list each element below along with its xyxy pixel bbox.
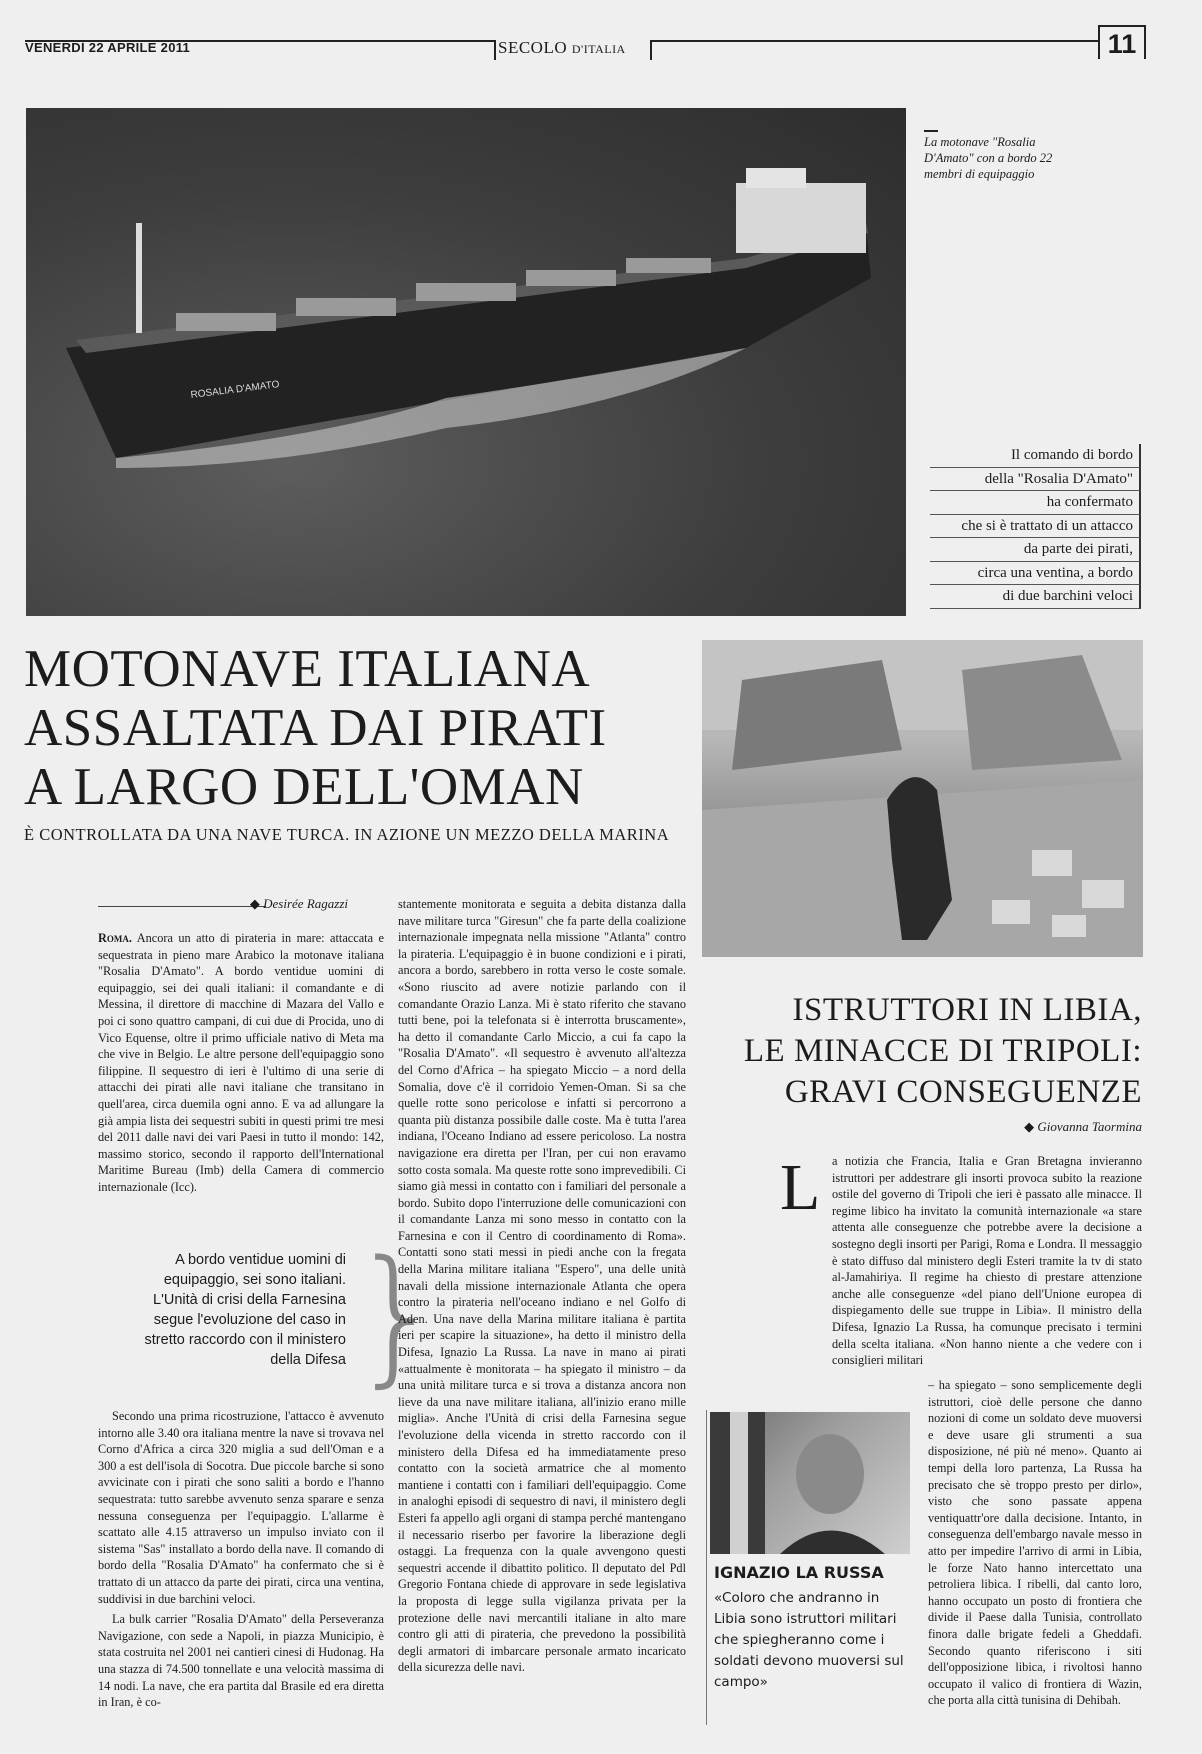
dateline: Roma. [98, 931, 132, 945]
drop-cap: L [780, 1151, 821, 1224]
byline-main-name: Desirée Ragazzi [263, 896, 348, 911]
main-headline [24, 640, 684, 817]
pull-quote-line: che si è trattato di un attacco [930, 515, 1141, 539]
person-photo [710, 1412, 910, 1554]
quote-person-name: IGNAZIO LA RUSSA [714, 1563, 884, 1582]
main-article-col1-lower [98, 1408, 384, 1715]
pull-quote-brace: } [350, 1229, 445, 1401]
ship-illustration [26, 108, 906, 616]
headline-line: LE MINACCE DI TRIPOLI: [743, 1033, 1142, 1069]
pull-quote-line: da parte dei pirati, [930, 538, 1141, 562]
pull-quote-line: di due barchini veloci [930, 585, 1141, 609]
header-divider-right [650, 40, 652, 60]
newspaper-name [498, 38, 626, 58]
byline-second: ◆ Giovanna Taormina [1024, 1119, 1142, 1134]
headline-line: A LARGO DELL'OMAN [24, 758, 584, 816]
header-divider-left [494, 40, 496, 60]
rubble-illustration [702, 640, 1143, 957]
headline-line: GRAVI CONSEGUENZE [784, 1074, 1142, 1110]
main-subheadline: È CONTROLLATA DA UNA NAVE TURCA. IN AZIONE UN MEZZO DELLA MARINA [24, 825, 670, 844]
headline-line: MOTONAVE ITALIANA [24, 640, 591, 698]
article-paragraph: La bulk carrier "Rosalia D'Amato" della Perseveranza Navigazione, con sede a Napoli, in piazza Municipio, è stata costruita nel 2001 nei cantieri cinesi di Hudonag. Ha una stazza di 74.500 tonnellate e una velocità massima di 14 nodi. La nave, che era partita dal Brasile ed era diretta in Iran, è co- [98, 1612, 384, 1710]
issue-date: VENERDÌ 22 APRILE 2011 [25, 40, 191, 55]
pull-quote-line: circa una ventina, a bordo [930, 562, 1141, 586]
article-paragraph [98, 930, 384, 1196]
byline-second-name: Giovanna Taormina [1037, 1119, 1142, 1134]
second-headline [702, 990, 1142, 1113]
quote-text: «Coloro che andranno in Libia sono istruttori militari che spiegheranno come i soldati devono muoversi sul campo» [714, 1590, 904, 1690]
newspaper-name-main: SECOLO [498, 38, 568, 57]
article-paragraph: stantemente monitorata e seguita a debita distanza dalla nave militare turca "Giresun" che fa parte della coalizione internazionale impegnata nella missione "Atlanta" contro la pirateria. L'equipaggio è in buone condizioni e i pirati, ancora a bordo, sarebbero in rotta verso le coste somale. «Sono riuscito ad avere notizie parlando con il comandante Orazio Lanza. Mi è stato riferito che stavano tutti bene, poi la telefonata si è interrotta bruscamente», ha detto il comandante Carlo Miccio, a cui fa capo la "Rosalia D'Amato". «Il sequestro è avvenuto all'altezza del Corno d'Africa – ha spiegato Miccio – a nord della Somalia, dove c'è il corridoio Yemen-Oman. Si sa che quelle rotte sono pericolose e infatti si percorrono a quanta più distanza possibile dalle coste. Ma è tutta l'area indiana, l'Oceano Indiano ad essere pericoloso. La nostra navigazione era diretta per l'Iran, per cui non eravamo sotto costa somala. Ma queste rotte sono imprevedibili. Ci siamo già messi in contatto con i familiari del personale a bordo. Subito dopo l'interruzione delle comunicazioni con il comandante Lanza mi sono messo in contatto con la Farnesina e con il Centro di coordinamento di Roma». Contatti sono stati messi in piedi anche con la fregata della Marina militare italiana "Espero", una delle unità navali della missione internazionale Atlanta che opera contro la pirateria nell'oceano indiano e nel Golfo di Aden. Una nave della Marina militare italiana è partita ieri per scapire la situazione», ha detto il ministro della Difesa, Ignazio La Russa. La nave in mano ai pirati «attualmente è monitorata – ha spiegato il ministro – da una unità militare turca e si trova a distanza ancora non lieve da una nave militare italiana, all'inizio erano mille miglia». Anche l'Unità di crisi della Farnesina segue l'evoluzione della vicenda in stretto raccordo con il ministero della Difesa ed ha immediatamente preso contatto con la società armatrice che al momento mantiene i contatti con i familiari dell'equipaggio. Come in analoghi episodi di sequestro di navi, il ministero degli Esteri fa appello agli organi di stampa perché mantengano il necessario riserbo per favorire la liberazione degli ostaggi. La frequenza con la quale avvengono questi sequestri accende il dibattito politico. Il deputato del Pdl Gregorio Fontana chiede di approvare in sede legislativa la proposta di legge sulla vigilanza privata per la protezione delle navi mercantili italiane in alto mare contro gli atti di pirateria, che prevedono la possibilità degli armatori di imbarcare personale armato incaricato della sicurezza delle navi. [398, 897, 686, 1675]
ship-hull-name: ROSALIA D'AMATO [190, 379, 281, 401]
article-paragraph: – ha spiegato – sono semplicemente degli istruttori, cioè delle persone che danno nozioni di come un soldato deve muoversi e deve usare gli strumenti a sua disposizione, né più né meno». Quanto ai tempi della loro partenza, La Russa ha precisato che sè troppo presto per dirlo», visto che sono passate appena ventiquattr'ore dalla decisione. Intanto, in conseguenza dell'embargo navale messo in atto per impedire l'arrivo di armi in Libia, le forze Nato hanno intercettato una petroliera libica. I ribelli, dal canto loro, hanno occupato un posto di frontiera che divide il Paese dalla Tunisia, controllato finora dalle brigate fedeli a Gheddafi. Secondo quanto riferiscono i siti dell'opposizione libica, i rivoltosi hanno occupato il valico di frontiera di Wazin, che porta alla città tunisina di Dehibah. [928, 1378, 1142, 1708]
pull-quote-left: A bordo ventidue uomini di equipaggio, sei sono italiani. L'Unità di crisi della Farnesina segue l'evoluzione del caso in stretto raccordo con il ministero della Difesa [144, 1252, 346, 1368]
main-article-col1 [98, 930, 384, 1200]
headline-line: ASSALTATA DAI PIRATI [24, 699, 607, 757]
pull-quote-line: Il comando di bordo [930, 444, 1141, 468]
ship-photo [26, 108, 906, 616]
pull-quote-line: della "Rosalia D'Amato" [930, 468, 1141, 492]
caption-rule [924, 130, 938, 132]
paragraph-text: Ancora un atto di pirateria in mare: attaccata e sequestrata in pieno mare Arabico la motonave italiana "Rosalia D'Amato". A bordo ventidue uomini di equipaggio, sei dei quali italiani: il comandante e di Messina, il direttore di macchine di Mazara del Vallo e poi ci sono quattro campani, di cui due di Procida, uno di Vico Equense, oltre il primo ufficiale nativo di Meta ma che vive in Belgio. Le altre persone dell'equipaggio sono filippine. Il sequestro di ieri è l'ultimo di una serie di attacchi dei pirati alle navi italiane che transitano in quell'area, circa duemila ogni anno. E va ad allungare la già ampia lista dei sequestri subiti in questi primi tre mesi del 2011 dalle navi dei vari Paesi in tutto il mondo: 142, massimo storico, secondo il rapporto dell'International Maritime Bureau (Imb) della Camera di commercio internazionale (Icc). [98, 931, 384, 1194]
headline-line: ISTRUTTORI IN LIBIA, [792, 992, 1142, 1028]
header-rule-right [650, 40, 1098, 42]
pull-quote-right [930, 444, 1141, 609]
libya-rubble-photo [702, 640, 1143, 957]
second-article-top [832, 1153, 1142, 1375]
second-article-bottom [928, 1377, 1142, 1713]
article-paragraph: Secondo una prima ricostruzione, l'attacco è avvenuto intorno alle 3.40 ora italiana mentre la nave si trovava nel Corno d'Africa a circa 320 miglia a sud dell'Oman e a 300 a est dell'isola di Socotra. Due piccole barche si sono avvicinate con i pirati che sono saliti a bordo e l'hanno sequestrata: tutto sarebbe avvenuto senza sparare e senza nessuna conseguenza per l'equipaggio. L'allarme è scattato alle 4.15 attraverso un impulso inviato con il sistema "Sas" installato a bordo della nave. Il comando di bordo della "Rosalia D'Amato" ha confermato che si è trattato di un attacco da parte dei pirati, circa una ventina, suddivisi in due barchini veloci. [98, 1409, 384, 1606]
portrait-illustration [710, 1412, 910, 1554]
pull-quote-line: ha confermato [930, 491, 1141, 515]
main-article-col2 [398, 896, 686, 1680]
article-paragraph: a notizia che Francia, Italia e Gran Bretagna invieranno istruttori per addestrare gli insorti provoca subito la reazione ostile del governo di Tripoli che ieri è passato alle minacce. Il regime libico ha invitato la comunità internazionale «a stare attenta alle conseguenze che potrebbe avere la decisione a sostegno degli insorti per Parigi, Roma e Londra. Il messaggio è stato diffuso dal ministero degli Esteri tramite la tv di stato al-Jamahiriya. Il regime ha chiesto di prestare attenzione anche alle conseguenze «del piano dell'Unione europea di dispiegamento delle sue truppe in Libia». Il ministro della Difesa, Ignazio La Russa, ha comunque precisato i termini della scelta italiana. «Non hanno niente a che vedere con i consiglieri militari [832, 1154, 1142, 1368]
byline-main: ◆ Desirée Ragazzi [249, 896, 348, 911]
page-number: 11 [1098, 25, 1146, 59]
newspaper-name-sub: D'ITALIA [571, 42, 626, 56]
quote-box-rule [706, 1410, 707, 1725]
photo-caption: La motonave "Rosalia D'Amato" con a bordo 22 membri di equipaggio [924, 135, 1053, 181]
